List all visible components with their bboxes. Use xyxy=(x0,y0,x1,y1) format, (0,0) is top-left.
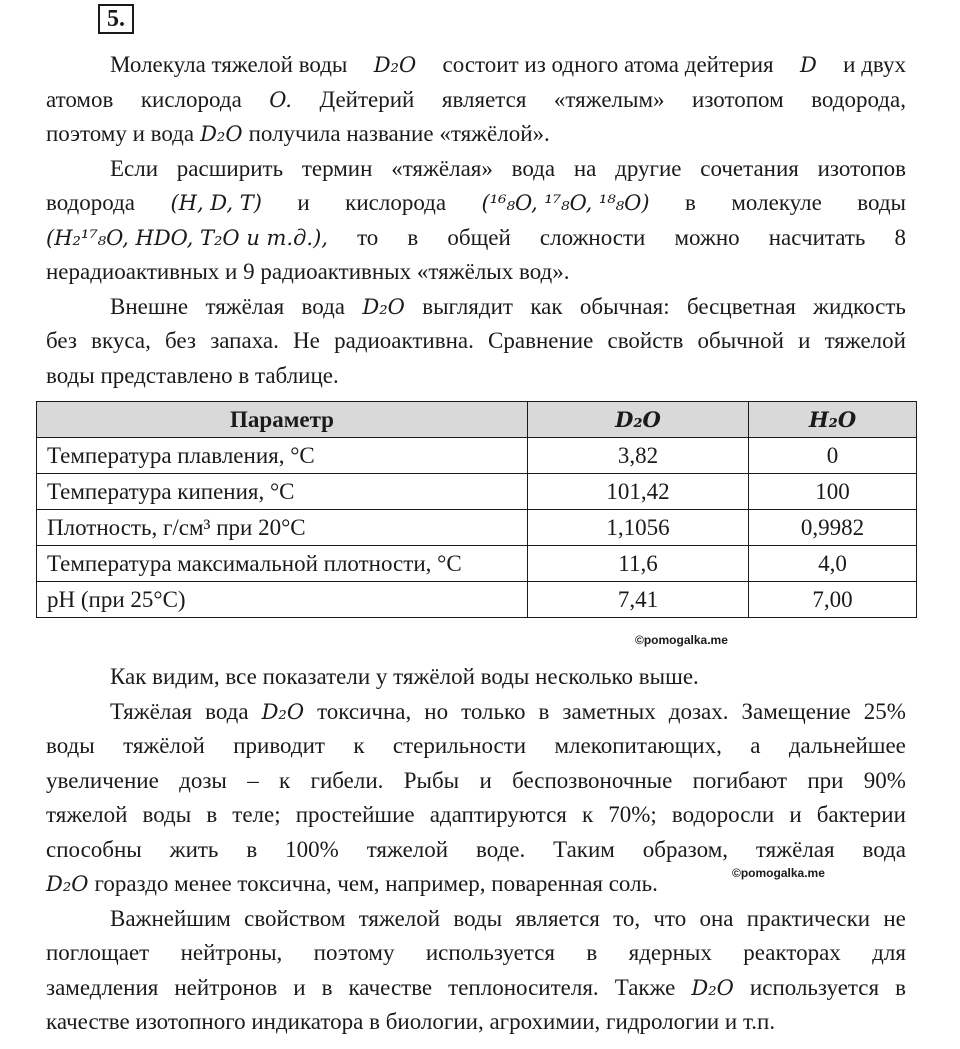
text-line: Внешне тяжёлая вода D₂O выглядит как обычная: бесцветная жидкость xyxy=(110,293,906,319)
text-line: Молекула тяжелой воды D₂O состоит из одного атома дейтерия D и двух xyxy=(110,52,906,77)
text-line: воды представлено в таблице. xyxy=(46,362,339,388)
text-line: нерадиоактивных и 9 радиоактивных «тяжёлых вод». xyxy=(46,259,570,284)
table-cell: 4,0 xyxy=(749,546,917,582)
text-line: увеличение дозы – к гибели. Рыбы и беспозвоночные погибают при 90% xyxy=(46,767,906,793)
watermark: ©pomogalka.me xyxy=(732,866,825,880)
table-cell: 0 xyxy=(749,438,917,474)
text-line: способны жить в 100% тяжелой воде. Таким образом, тяжёлая вода xyxy=(46,836,906,862)
table-cell: 100 xyxy=(749,474,917,510)
table-row xyxy=(37,510,917,546)
intro-paragraphs xyxy=(46,48,906,393)
table-cell: Температура плавления, °C xyxy=(37,438,528,474)
table-cell: 7,00 xyxy=(749,582,917,618)
table-cell: Температура максимальной плотности, °C xyxy=(37,546,528,582)
table-row xyxy=(37,546,917,582)
table-cell: pH (при 25°C) xyxy=(37,582,528,618)
text-line: (H₂¹⁷₈O, HDO, T₂O и т.д.), то в общей сложности можно насчитать 8 xyxy=(46,224,906,250)
table-cell: 3,82 xyxy=(528,438,749,474)
text-line: Если расширить термин «тяжёлая» вода на другие сочетания изотопов xyxy=(110,155,906,181)
table-row xyxy=(37,474,917,510)
table-header-row xyxy=(37,402,917,438)
body-paragraphs xyxy=(46,660,906,1040)
table-row xyxy=(37,438,917,474)
text-line: водорода (H, D, T) и кислорода (¹⁶₈O, ¹⁷₈O, ¹⁸₈O) в молекуле воды xyxy=(46,190,906,215)
column-header-h2o: H₂O xyxy=(749,402,917,438)
text-line: D₂O гораздо менее токсична, чем, например, поваренная соль. xyxy=(46,871,658,896)
text-line: Тяжёлая вода D₂O токсична, но только в заметных дозах. Замещение 25% xyxy=(110,698,906,724)
properties-table xyxy=(36,401,917,618)
text-line: качестве изотопного индикатора в биологии, агрохимии, гидрологии и т.п. xyxy=(46,1009,776,1034)
table-cell: 11,6 xyxy=(528,546,749,582)
text-line: поглощает нейтроны, поэтому используется в ядерных реакторах для xyxy=(46,940,906,965)
table-cell: 7,41 xyxy=(528,582,749,618)
table-row xyxy=(37,582,917,618)
text-line: Как видим, все показатели у тяжёлой воды несколько выше. xyxy=(110,664,699,689)
text-line: тяжелой воды в теле; простейшие адаптируются к 70%; водоросли и бактерии xyxy=(46,802,906,827)
text-line: Важнейшим свойством тяжелой воды является то, что она практически не xyxy=(110,905,906,931)
table-cell: Плотность, г/см³ при 20°C xyxy=(37,510,528,546)
table-cell: 0,9982 xyxy=(749,510,917,546)
text-line: замедления нейтронов и в качестве теплоносителя. Также D₂O используется в xyxy=(46,974,906,1000)
column-header-parameter: Параметр xyxy=(37,402,528,438)
text-line: воды тяжёлой приводит к стерильности млекопитающих, а дальнейшее xyxy=(46,733,906,758)
table-cell: Температура кипения, °C xyxy=(37,474,528,510)
task-number: 5. xyxy=(98,4,134,34)
watermark: ©pomogalka.me xyxy=(635,633,728,647)
text-line: поэтому и вода D₂O получила название «тяжёлой». xyxy=(46,121,550,146)
column-header-d2o: D₂O xyxy=(528,402,749,438)
table-cell: 101,42 xyxy=(528,474,749,510)
table-cell: 1,1056 xyxy=(528,510,749,546)
text-line: атомов кислорода O. Дейтерий является «тяжелым» изотопом водорода, xyxy=(46,86,906,112)
text-line: без вкуса, без запаха. Не радиоактивна. Сравнение свойств обычной и тяжелой xyxy=(46,328,906,353)
